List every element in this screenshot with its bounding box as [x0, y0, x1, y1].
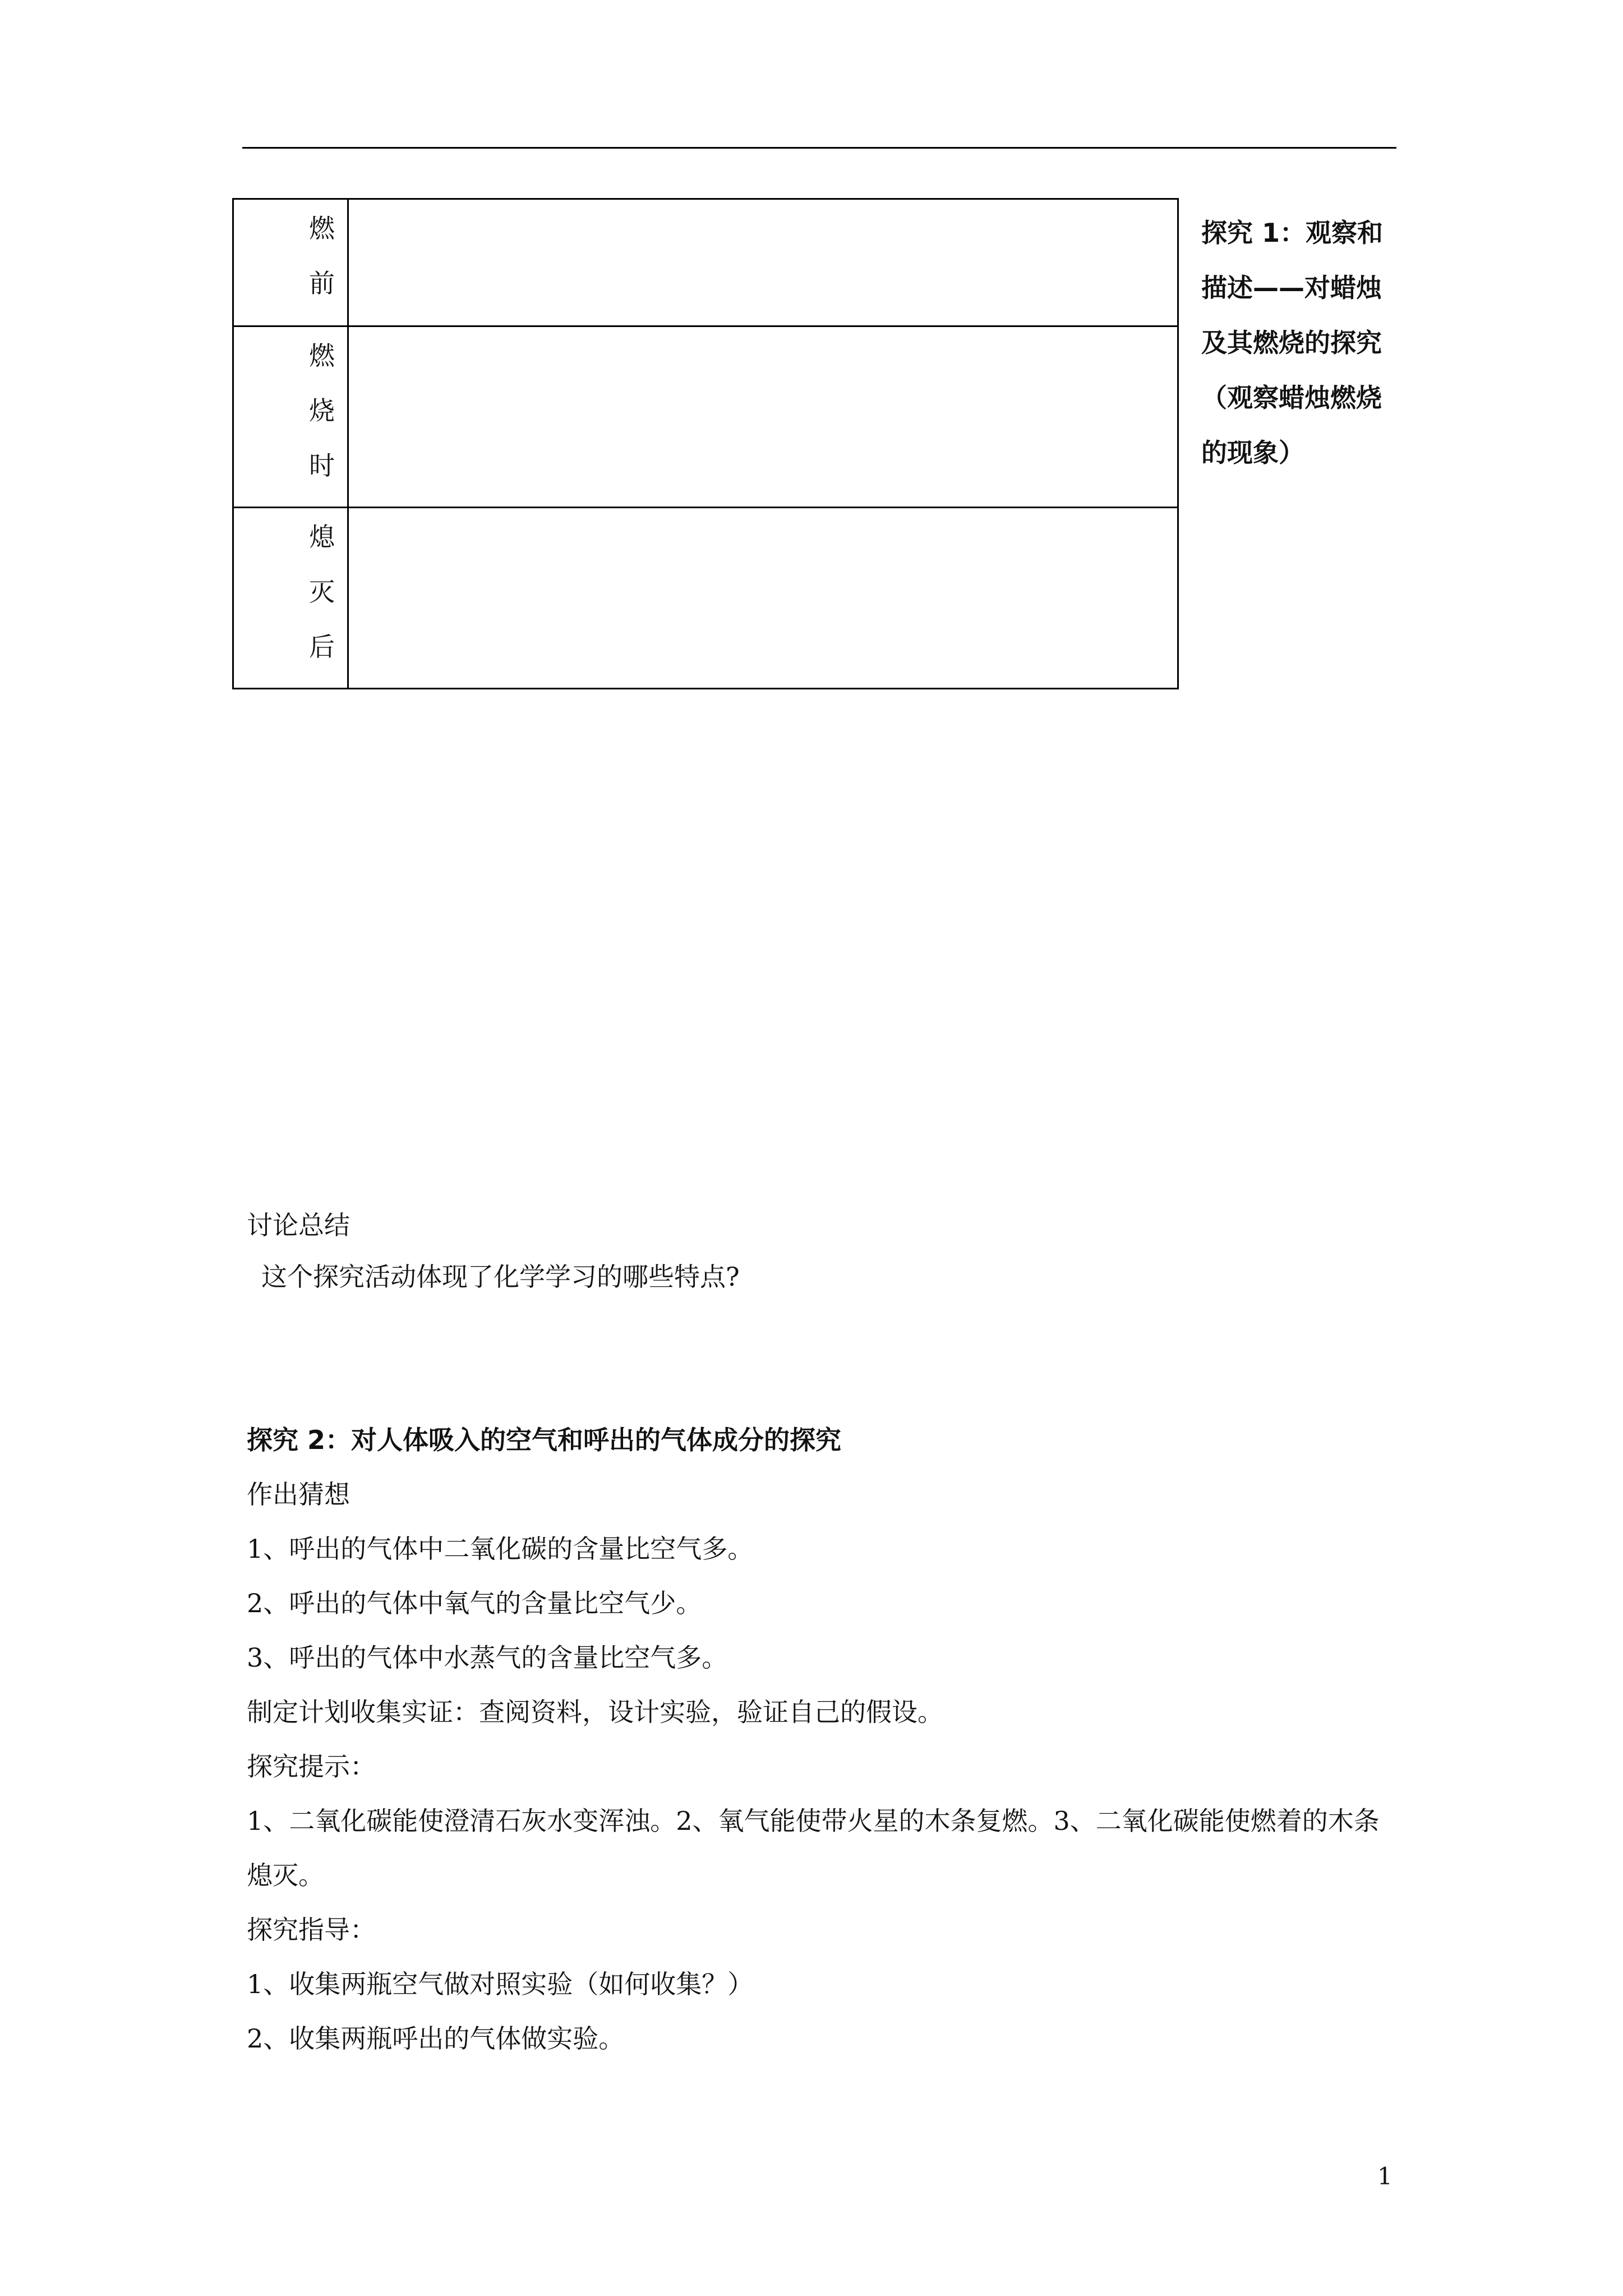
hypothesis-item: 1、呼出的气体中二氧化碳的含量比空气多。 — [247, 1534, 754, 1564]
header-rule — [242, 147, 1396, 149]
guide-item: 1、收集两瓶空气做对照实验（如何收集？） — [247, 1969, 754, 1999]
row-label-cell — [233, 508, 348, 689]
hypothesis-item: 2、呼出的气体中氧气的含量比空气少。 — [247, 1588, 702, 1618]
table-row-before-burning — [233, 199, 1178, 326]
hypothesis-heading: 作出猜想 — [247, 1479, 350, 1510]
inquiry2-title: 探究 2：对人体吸入的空气和呼出的气体成分的探究 — [247, 1425, 842, 1455]
label-char: 燃 — [309, 341, 335, 371]
label-char: 前 — [309, 268, 335, 298]
row-label-after-extinguish — [234, 508, 347, 674]
side-note-line: 探究 1：观察和 — [1201, 218, 1384, 248]
row-label-while-burning — [234, 327, 347, 493]
hints-heading: 探究提示： — [247, 1751, 376, 1782]
discussion-heading: 讨论总结 — [247, 1210, 350, 1240]
table-row-while-burning — [233, 326, 1178, 508]
label-char: 烧 — [309, 395, 335, 426]
label-char: 灭 — [309, 577, 335, 607]
row-label-before-burning — [234, 200, 347, 311]
discussion-question: 这个探究活动体现了化学学习的哪些特点? — [261, 1262, 740, 1292]
inquiry1-side-note — [1201, 205, 1398, 480]
side-note-line: 描述——对蜡烛 — [1201, 273, 1382, 303]
side-note-line: 的现象） — [1201, 438, 1304, 468]
plan-text: 制定计划收集实证：查阅资料，设计实验，验证自己的假设。 — [247, 1697, 943, 1727]
guide-item: 2、收集两瓶呼出的气体做实验。 — [247, 2023, 625, 2054]
label-char: 熄 — [309, 522, 335, 552]
guide-heading: 探究指导： — [247, 1915, 376, 1945]
hypothesis-item: 3、呼出的气体中水蒸气的含量比空气多。 — [247, 1642, 728, 1673]
row-label-cell — [233, 199, 348, 326]
row-label-cell — [233, 326, 348, 508]
page-number: 1 — [1377, 2162, 1393, 2190]
label-char: 燃 — [309, 213, 335, 243]
side-note-line: （观察蜡烛燃烧 — [1201, 383, 1382, 413]
observation-table — [232, 198, 1179, 689]
hints-text: 1、二氧化碳能使澄清石灰水变浑浊。2、氧气能使带火星的木条复燃。3、二氧化碳能使燃着的木条 — [247, 1806, 1380, 1836]
label-char: 时 — [309, 450, 335, 481]
row-content-after-extinguish[interactable] — [348, 508, 1178, 689]
row-content-while-burning[interactable] — [348, 326, 1178, 508]
label-char: 后 — [309, 632, 335, 662]
side-note-line: 及其燃烧的探究 — [1201, 328, 1382, 358]
row-content-before-burning[interactable] — [348, 199, 1178, 326]
table-row-after-extinguish — [233, 508, 1178, 689]
hints-text-continued: 熄灭。 — [247, 1860, 324, 1890]
